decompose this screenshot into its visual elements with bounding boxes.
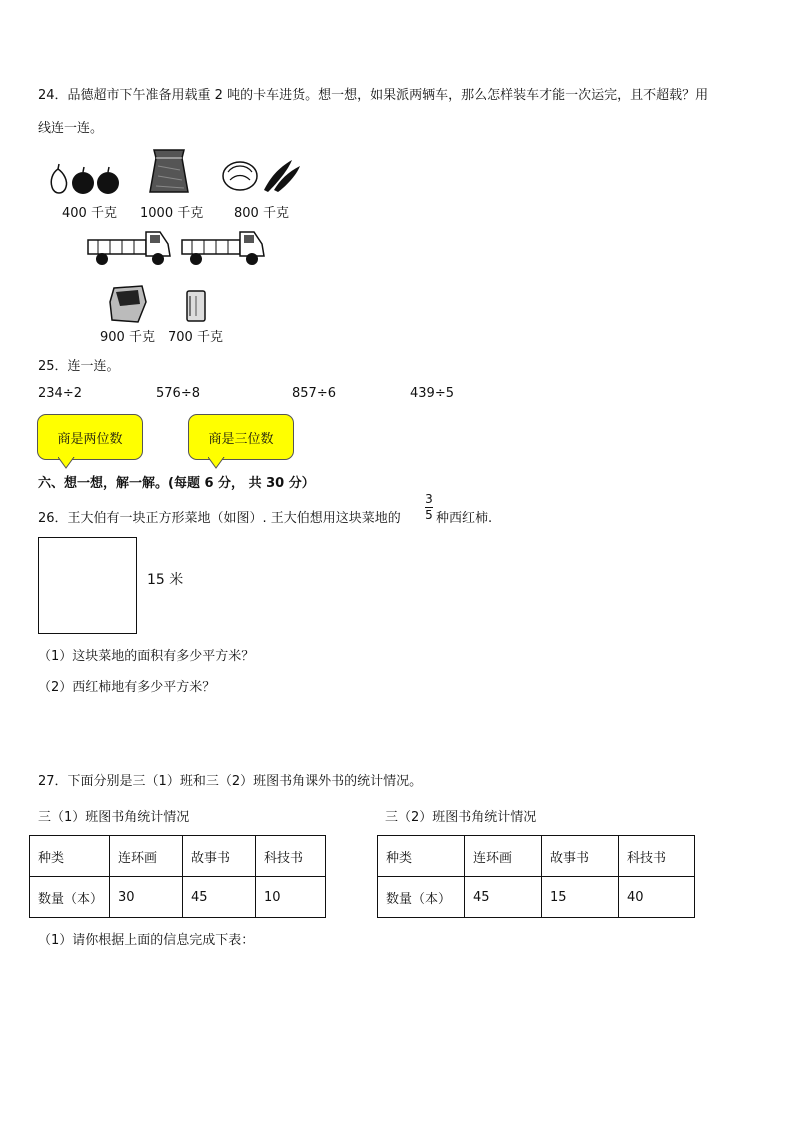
table-header-cell: 连环画 (110, 836, 183, 877)
fraction-numerator: 3 (425, 492, 433, 506)
truck-icon (86, 226, 176, 268)
q27-sub1: （1）请你根据上面的信息完成下表： (38, 933, 255, 948)
table-header-cell: 种类 (30, 836, 110, 877)
table-header-row (30, 836, 326, 877)
q26-text (38, 507, 401, 526)
table-header-cell: 故事书 (542, 836, 619, 877)
bubble-label: 商是两位数 (57, 431, 123, 447)
vegetables-icon (218, 154, 302, 194)
table-cell: 45 (183, 877, 256, 918)
table1-caption: 三（1）班图书角统计情况 (38, 810, 190, 825)
table-header-cell: 科技书 (256, 836, 326, 877)
item-label-400: 400 千克 (62, 206, 117, 221)
q24-text-line2: 线连一连。 (38, 121, 104, 136)
table-row (30, 877, 326, 918)
q26-sub2: （2）西红柿地有多少平方米？ (38, 680, 216, 695)
table2-caption: 三（2）班图书角统计情况 (385, 810, 537, 825)
table-header-cell: 故事书 (183, 836, 256, 877)
fruit-icon (46, 163, 122, 197)
can-icon (184, 288, 208, 324)
q26-text-before: 26．王大伯有一块正方形菜地（如图）. 王大伯想用这块菜地的 (38, 511, 401, 526)
section-heading: 六、想一想，解一解。(每题 6 分， 共 30 分） (38, 476, 315, 491)
table-class-1 (29, 835, 326, 918)
table-cell: 数量（本） (30, 877, 110, 918)
table-cell: 15 (542, 877, 619, 918)
table-cell: 30 (110, 877, 183, 918)
bubble-label: 商是三位数 (208, 431, 274, 447)
expression-2: 576÷8 (156, 386, 200, 401)
bubble-three-digit[interactable] (188, 414, 294, 460)
q27-intro: 27．下面分别是三（1）班和三（2）班图书角课外书的统计情况。 (38, 774, 423, 789)
fraction-denominator: 5 (425, 508, 433, 522)
bubble-tail (58, 457, 78, 469)
table-header-cell: 连环画 (465, 836, 542, 877)
side-length-label: 15 米 (147, 572, 184, 588)
q24-text-line1: 24．品德超市下午准备用载重 2 吨的卡车进货。想一想，如果派两辆车，那么怎样装车才能一次运完，且不超载？用 (38, 88, 709, 103)
table-class-2 (377, 835, 695, 918)
bubble-two-digit[interactable] (37, 414, 143, 460)
item-label-800: 800 千克 (234, 206, 289, 221)
item-label-1000: 1000 千克 (140, 206, 204, 221)
table-cell: 10 (256, 877, 326, 918)
expression-1: 234÷2 (38, 386, 82, 401)
table-header-cell: 科技书 (619, 836, 695, 877)
q26-text-after: 种西红柿. (436, 511, 493, 526)
bubble-tail (208, 457, 228, 469)
item-label-700: 700 千克 (168, 330, 223, 345)
item-label-900: 900 千克 (100, 330, 155, 345)
table-cell: 数量（本） (378, 877, 465, 918)
q25-title: 25．连一连。 (38, 359, 120, 374)
q26-sub1: （1）这块菜地的面积有多少平方米？ (38, 649, 255, 664)
rice-sack-icon (146, 146, 192, 196)
table-cell: 40 (619, 877, 695, 918)
flour-bag-icon (108, 282, 152, 324)
truck-icon (180, 226, 270, 268)
expression-4: 439÷5 (410, 386, 454, 401)
table-header-cell: 种类 (378, 836, 465, 877)
table-header-row (378, 836, 695, 877)
table-row (378, 877, 695, 918)
expression-3: 857÷6 (292, 386, 336, 401)
table-cell: 45 (465, 877, 542, 918)
square-field-diagram (38, 537, 137, 634)
